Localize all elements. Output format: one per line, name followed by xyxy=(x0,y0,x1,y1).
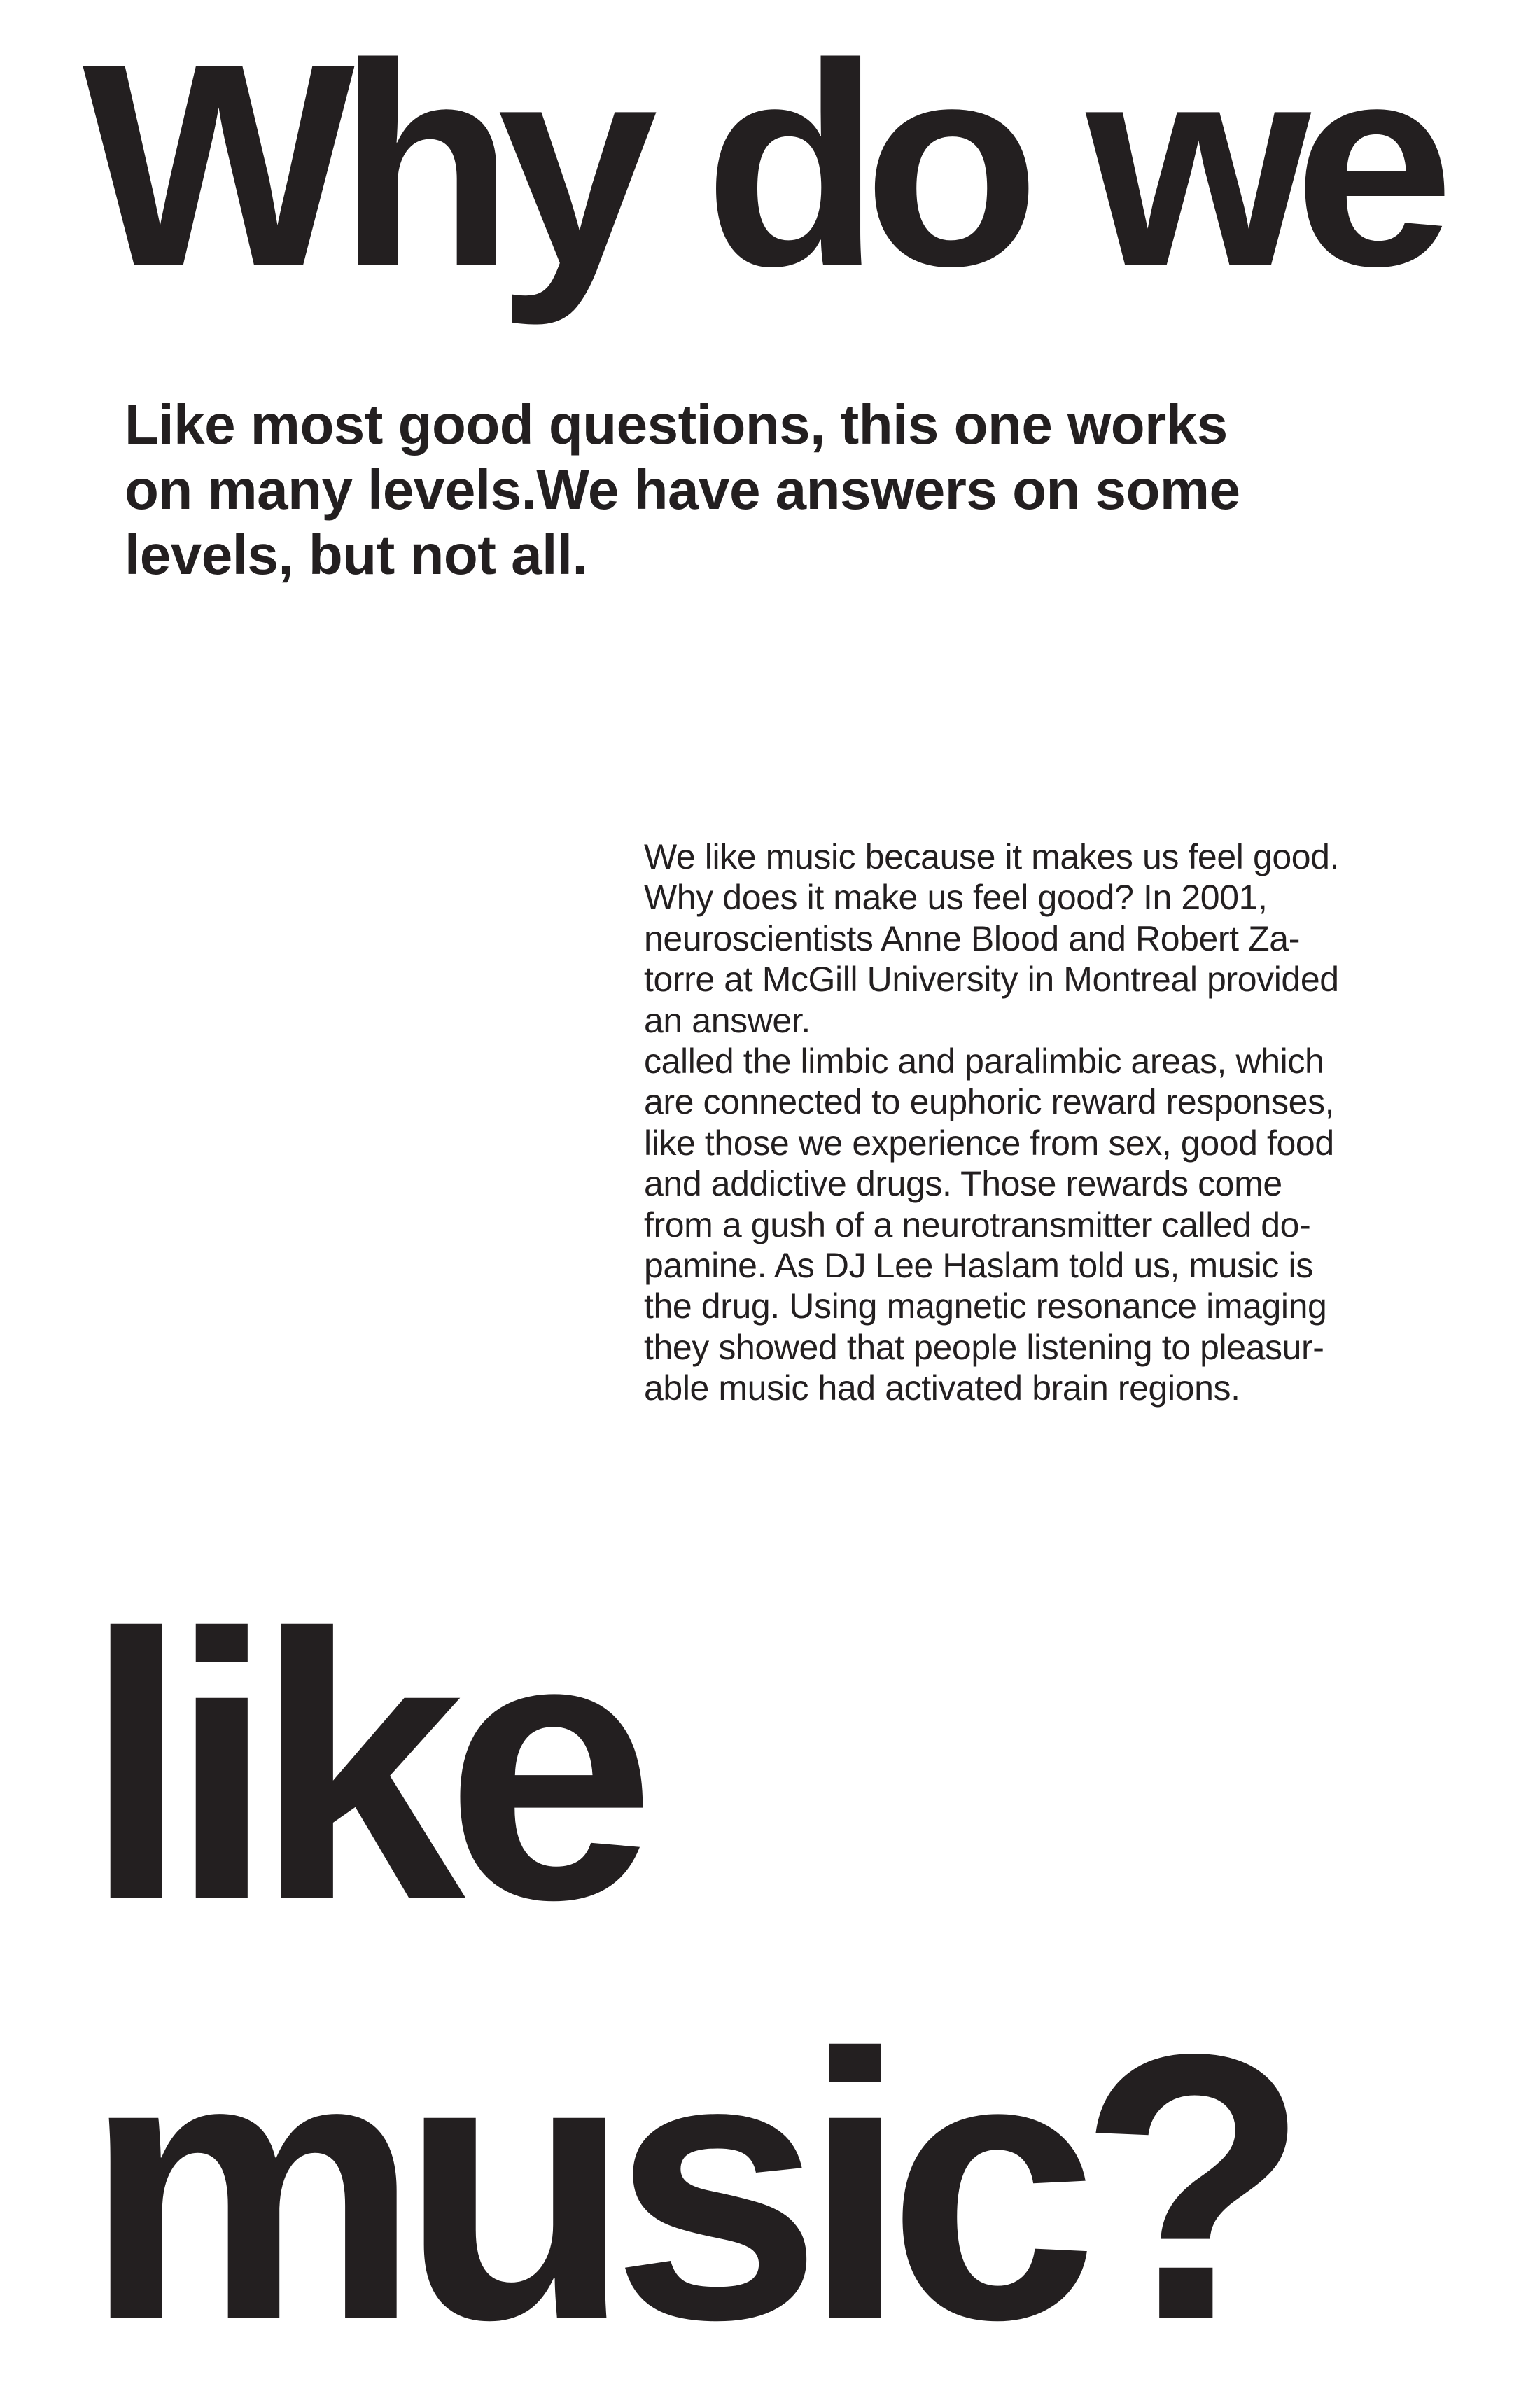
body-paragraph xyxy=(644,836,1414,1409)
subheading-line: Like most good questions, this one works xyxy=(125,393,1228,456)
body-line: able music had activated brain regions. xyxy=(644,1368,1240,1408)
body-line: and addictive drugs. Those rewards come xyxy=(644,1164,1282,1204)
headline-bottom-line: like xyxy=(84,1556,636,1978)
body-line: neuroscientists Anne Blood and Robert Za- xyxy=(644,918,1300,958)
headline-bottom xyxy=(84,1557,1290,2397)
subheading-line: levels, but not all. xyxy=(125,524,588,586)
body-line: like those we experience from sex, good food xyxy=(644,1123,1334,1163)
body-line: are connected to euphoric reward responses, xyxy=(644,1082,1335,1122)
subheading xyxy=(125,392,1455,587)
headline-bottom-line: music? xyxy=(84,1976,1290,2398)
body-line: they showed that people listening to pleasur- xyxy=(644,1327,1324,1367)
body-line: torre at McGill University in Montreal provided xyxy=(644,960,1339,1000)
body-line: We like music because it makes us feel good. xyxy=(644,837,1340,876)
body-line: Why does it make us feel good? In 2001, xyxy=(644,878,1268,918)
subheading-line: on many levels.We have answers on some xyxy=(125,458,1240,521)
body-line: the drug. Using magnetic resonance imaging xyxy=(644,1286,1327,1326)
body-line: pamine. As DJ Lee Haslam told us, music is xyxy=(644,1246,1313,1286)
body-line: an answer. xyxy=(644,1000,811,1040)
body-line: from a gush of a neurotransmitter called do- xyxy=(644,1205,1311,1244)
body-line: called the limbic and paralimbic areas, which xyxy=(644,1042,1324,1081)
headline-top: Why do we xyxy=(83,4,1438,326)
